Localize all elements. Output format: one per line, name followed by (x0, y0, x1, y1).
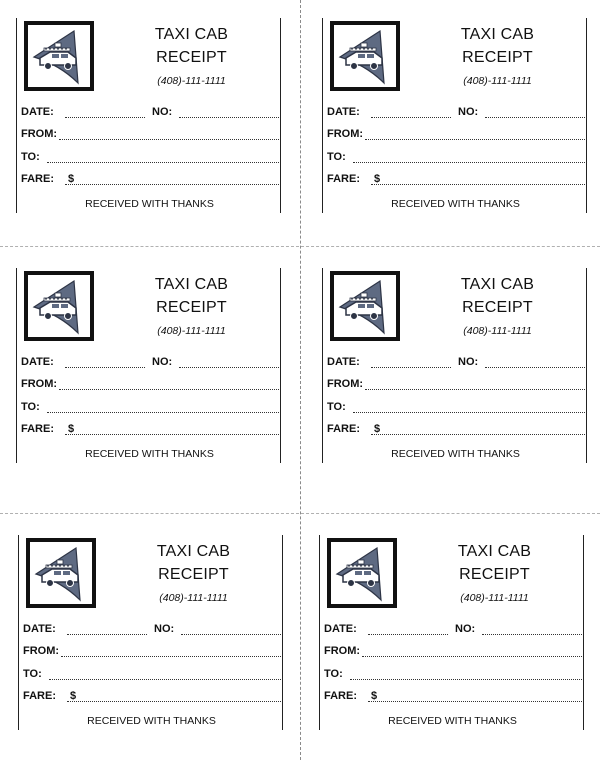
date-label: DATE: (21, 356, 54, 368)
receipt-card (322, 268, 587, 463)
taxi-logo (26, 538, 96, 608)
title-line-1: TAXI CAB (460, 276, 535, 293)
date-label: DATE: (327, 356, 360, 368)
currency-symbol: $ (374, 423, 381, 435)
phone-number: (408)-111-1111 (157, 75, 226, 87)
from-field[interactable] (61, 656, 281, 657)
vertical-cut-line (300, 0, 301, 760)
fare-field[interactable] (65, 184, 279, 185)
receipt-card (319, 535, 584, 730)
fare-label: FARE: (327, 423, 360, 435)
from-field[interactable] (59, 139, 279, 140)
fare-field[interactable] (368, 701, 582, 702)
no-label: NO: (455, 623, 476, 635)
taxi-car-icon (333, 544, 391, 602)
to-field[interactable] (47, 162, 279, 163)
no-label: NO: (458, 356, 479, 368)
no-label: NO: (154, 623, 175, 635)
number-field[interactable] (485, 117, 585, 118)
date-label: DATE: (21, 106, 54, 118)
from-label: FROM: (327, 128, 364, 140)
receipt-card (18, 535, 283, 730)
receipt-title (111, 540, 276, 586)
to-label: TO: (324, 668, 343, 680)
taxi-logo (330, 271, 400, 341)
received-with-thanks: RECEIVED WITH THANKS (87, 715, 216, 727)
currency-symbol: $ (371, 690, 378, 702)
to-field[interactable] (353, 412, 585, 413)
date-label: DATE: (23, 623, 56, 635)
horizontal-cut-line (0, 513, 600, 514)
taxi-car-icon (336, 27, 394, 85)
received-with-thanks: RECEIVED WITH THANKS (391, 198, 520, 210)
phone-number: (408)-111-1111 (157, 325, 226, 337)
title-line-1: TAXI CAB (154, 26, 229, 43)
receipt-title (415, 23, 580, 69)
currency-symbol: $ (70, 690, 77, 702)
date-field[interactable] (67, 634, 147, 635)
date-field[interactable] (371, 367, 451, 368)
fare-label: FARE: (21, 423, 54, 435)
currency-symbol: $ (68, 173, 75, 185)
taxi-logo (327, 538, 397, 608)
date-label: DATE: (327, 106, 360, 118)
number-field[interactable] (181, 634, 281, 635)
receipt-title (415, 273, 580, 319)
from-field[interactable] (59, 389, 279, 390)
no-label: NO: (458, 106, 479, 118)
from-label: FROM: (23, 645, 60, 657)
title-line-1: TAXI CAB (154, 276, 229, 293)
fare-field[interactable] (67, 701, 281, 702)
phone-number: (408)-111-1111 (463, 325, 532, 337)
from-field[interactable] (365, 389, 585, 390)
phone-number: (408)-111-1111 (460, 592, 529, 604)
title-line-2: RECEIPT (459, 566, 530, 583)
to-field[interactable] (47, 412, 279, 413)
fare-label: FARE: (21, 173, 54, 185)
title-line-2: RECEIPT (156, 49, 227, 66)
receipt-card (16, 18, 281, 213)
to-field[interactable] (353, 162, 585, 163)
date-field[interactable] (371, 117, 451, 118)
date-field[interactable] (368, 634, 448, 635)
from-label: FROM: (21, 128, 58, 140)
to-label: TO: (21, 151, 40, 163)
fare-field[interactable] (371, 184, 585, 185)
currency-symbol: $ (374, 173, 381, 185)
to-label: TO: (21, 401, 40, 413)
receipt-card (16, 268, 281, 463)
horizontal-cut-line (0, 246, 600, 247)
from-label: FROM: (327, 378, 364, 390)
title-line-2: RECEIPT (156, 299, 227, 316)
receipt-title (412, 540, 577, 586)
no-label: NO: (152, 106, 173, 118)
date-field[interactable] (65, 117, 145, 118)
fare-field[interactable] (65, 434, 279, 435)
receipt-title (109, 23, 274, 69)
number-field[interactable] (482, 634, 582, 635)
from-label: FROM: (324, 645, 361, 657)
to-field[interactable] (49, 679, 281, 680)
phone-number: (408)-111-1111 (463, 75, 532, 87)
from-label: FROM: (21, 378, 58, 390)
number-field[interactable] (179, 117, 279, 118)
to-label: TO: (23, 668, 42, 680)
title-line-1: TAXI CAB (156, 543, 231, 560)
fare-label: FARE: (324, 690, 357, 702)
to-label: TO: (327, 151, 346, 163)
date-label: DATE: (324, 623, 357, 635)
received-with-thanks: RECEIVED WITH THANKS (391, 448, 520, 460)
taxi-car-icon (336, 277, 394, 335)
to-label: TO: (327, 401, 346, 413)
date-field[interactable] (65, 367, 145, 368)
received-with-thanks: RECEIVED WITH THANKS (85, 198, 214, 210)
number-field[interactable] (485, 367, 585, 368)
fare-field[interactable] (371, 434, 585, 435)
taxi-logo (24, 21, 94, 91)
no-label: NO: (152, 356, 173, 368)
title-line-2: RECEIPT (462, 299, 533, 316)
taxi-logo (330, 21, 400, 91)
taxi-car-icon (30, 277, 88, 335)
title-line-2: RECEIPT (158, 566, 229, 583)
from-field[interactable] (365, 139, 585, 140)
title-line-1: TAXI CAB (457, 543, 532, 560)
title-line-2: RECEIPT (462, 49, 533, 66)
from-field[interactable] (362, 656, 582, 657)
taxi-car-icon (32, 544, 90, 602)
taxi-logo (24, 271, 94, 341)
taxi-car-icon (30, 27, 88, 85)
received-with-thanks: RECEIVED WITH THANKS (388, 715, 517, 727)
title-line-1: TAXI CAB (460, 26, 535, 43)
phone-number: (408)-111-1111 (159, 592, 228, 604)
number-field[interactable] (179, 367, 279, 368)
received-with-thanks: RECEIVED WITH THANKS (85, 448, 214, 460)
to-field[interactable] (350, 679, 582, 680)
receipt-title (109, 273, 274, 319)
fare-label: FARE: (327, 173, 360, 185)
receipt-card (322, 18, 587, 213)
fare-label: FARE: (23, 690, 56, 702)
currency-symbol: $ (68, 423, 75, 435)
